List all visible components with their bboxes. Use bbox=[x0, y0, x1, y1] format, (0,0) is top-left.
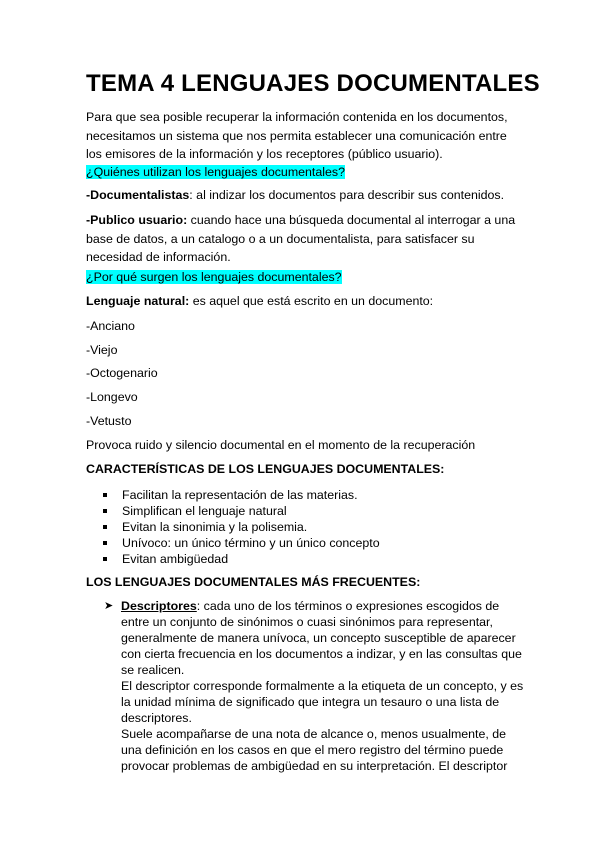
question-who-text: ¿Quiénes utilizan los lenguajes documentales? bbox=[86, 165, 345, 179]
list-item bbox=[103, 535, 380, 551]
frecuentes-heading: LOS LENGUAJES DOCUMENTALES MÁS FRECUENTES: bbox=[86, 575, 421, 589]
list-item bbox=[103, 487, 380, 503]
question-who bbox=[86, 163, 526, 182]
lenguaje-natural-paragraph bbox=[86, 292, 526, 311]
intro-paragraph: Para que sea posible recuperar la información contenida en los documentos, necesitamos un sistema que nos permita establecer una comunicación entre los emisores de la información y los receptores (público usuario). bbox=[86, 110, 508, 161]
word-list-item: -Octogenario bbox=[86, 366, 158, 380]
square-bullet-icon bbox=[103, 541, 107, 545]
descriptores-definition bbox=[121, 598, 524, 678]
lenguaje-natural-label: Lenguaje natural: bbox=[86, 294, 190, 308]
descriptores-paragraph-2: El descriptor corresponde formalmente a la etiqueta de un concepto, y es la unidad mínima de significado que integra un tesauro o una lista de descriptores. bbox=[121, 679, 524, 725]
list-item bbox=[103, 519, 380, 535]
documentalistas-text: : al indizar los documentos para describir sus contenidos. bbox=[189, 188, 505, 202]
provoca-paragraph: Provoca ruido y silencio documental en el momento de la recuperación bbox=[86, 438, 476, 452]
word-list-item: -Viejo bbox=[86, 343, 118, 357]
list-item-text: Simplifican el lenguaje natural bbox=[122, 504, 287, 518]
publico-usuario-paragraph bbox=[86, 211, 526, 267]
documentalistas-paragraph bbox=[86, 186, 526, 205]
square-bullet-icon bbox=[103, 525, 107, 529]
caracteristicas-list bbox=[103, 487, 380, 567]
arrow-bullet-icon: ➤ bbox=[104, 600, 114, 612]
square-bullet-icon bbox=[103, 509, 107, 513]
list-item-text: Unívoco: un único término y un único concepto bbox=[122, 536, 380, 550]
word-list-item: -Vetusto bbox=[86, 414, 132, 428]
descriptores-text: : cada uno de los términos o expresiones escogidos de entre un conjunto de sinónimos o cuasi sinónimos para representar, generalmente de manera unívoca, un concepto susceptible de aparecer con cierta frecuencia en los documentos a indizar, y en las consultas que se realicen. bbox=[121, 599, 522, 677]
list-item bbox=[103, 551, 380, 567]
list-item-text: Evitan la sinonimia y la polisemia. bbox=[122, 520, 308, 534]
publico-usuario-text: cuando hace una búsqueda documental al interrogar a una base de datos, a un catalogo o a un documentalista, para satisfacer su necesidad de información. bbox=[86, 213, 516, 264]
caracteristicas-heading: CARACTERÍSTICAS DE LOS LENGUAJES DOCUMENTALES: bbox=[86, 462, 445, 476]
page-title: TEMA 4 LENGUAJES DOCUMENTALES bbox=[86, 70, 540, 97]
descriptores-label: Descriptores bbox=[121, 599, 197, 613]
question-why bbox=[86, 268, 526, 287]
documentalistas-label: -Documentalistas bbox=[86, 188, 190, 202]
square-bullet-icon bbox=[103, 557, 107, 561]
word-list-item: -Longevo bbox=[86, 390, 138, 404]
question-why-text: ¿Por qué surgen los lenguajes documentales? bbox=[86, 270, 342, 284]
list-item bbox=[103, 503, 380, 519]
descriptores-item bbox=[104, 598, 524, 774]
publico-usuario-label: -Publico usuario: bbox=[86, 213, 188, 227]
square-bullet-icon bbox=[103, 493, 107, 497]
descriptores-paragraph-3: Suele acompañarse de una nota de alcance o, menos usualmente, de una definición en los casos en que el mero registro del término puede provocar problemas de ambigüedad en su interpretación. El descriptor bbox=[121, 727, 508, 773]
list-item-text: Facilitan la representación de las materias. bbox=[122, 488, 358, 502]
list-item-text: Evitan ambigüedad bbox=[122, 552, 229, 566]
word-list-item: -Anciano bbox=[86, 319, 135, 333]
lenguaje-natural-text: es aquel que está escrito en un documento: bbox=[189, 294, 434, 308]
